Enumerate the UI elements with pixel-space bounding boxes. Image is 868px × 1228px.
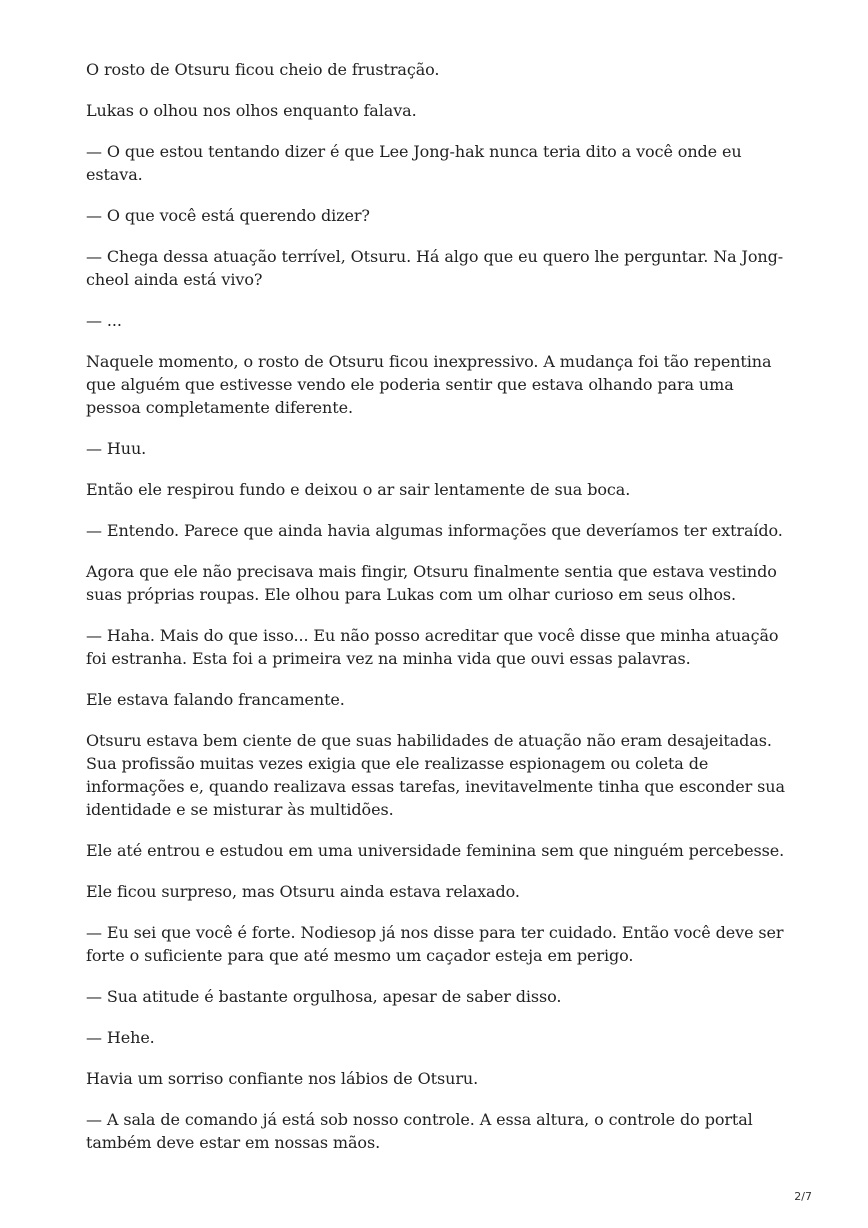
- paragraph: — O que você está querendo dizer?: [86, 206, 370, 225]
- paragraph: — Huu.: [86, 439, 147, 458]
- paragraph: — O que estou tentando dizer é que Lee Jong-hak nunca teria dito a você onde eu estava.: [86, 142, 742, 184]
- paragraph: — Eu sei que você é forte. Nodiesop já nos disse para ter cuidado. Então você deve ser forte o suficiente para que até mesmo um caçador esteja em perigo.: [86, 923, 784, 965]
- document-body: [86, 58, 786, 1172]
- paragraph: — Chega dessa atuação terrível, Otsuru. Há algo que eu quero lhe perguntar. Na Jong-cheol ainda está vivo?: [86, 247, 784, 289]
- paragraph: — ...: [86, 311, 122, 330]
- paragraph: Naquele momento, o rosto de Otsuru ficou inexpressivo. A mudança foi tão repentina que alguém que estivesse vendo ele poderia sentir que estava olhando para uma pessoa completamente diferente.: [86, 352, 772, 417]
- paragraph: Ele até entrou e estudou em uma universidade feminina sem que ninguém percebesse.: [86, 841, 785, 860]
- paragraph: O rosto de Otsuru ficou cheio de frustração.: [86, 60, 440, 79]
- paragraph: Otsuru estava bem ciente de que suas habilidades de atuação não eram desajeitadas. Sua profissão muitas vezes exigia que ele realizasse espionagem ou coleta de informações e, quando realizava essas tarefas, inevitavelmente tinha que esconder sua identidade e se misturar às multidões.: [86, 731, 785, 819]
- paragraph: — A sala de comando já está sob nosso controle. A essa altura, o controle do portal também deve estar em nossas mãos.: [86, 1110, 753, 1152]
- paragraph: — Sua atitude é bastante orgulhosa, apesar de saber disso.: [86, 987, 562, 1006]
- paragraph: Agora que ele não precisava mais fingir, Otsuru finalmente sentia que estava vestindo suas próprias roupas. Ele olhou para Lukas com um olhar curioso em seus olhos.: [86, 562, 777, 604]
- paragraph: — Hehe.: [86, 1028, 155, 1047]
- paragraph: Então ele respirou fundo e deixou o ar sair lentamente de sua boca.: [86, 480, 631, 499]
- paragraph: Lukas o olhou nos olhos enquanto falava.: [86, 101, 417, 120]
- page-number: 2/7: [794, 1190, 812, 1203]
- paragraph: — Haha. Mais do que isso... Eu não posso acreditar que você disse que minha atuação foi estranha. Esta foi a primeira vez na minha vida que ouvi essas palavras.: [86, 626, 779, 668]
- paragraph: Havia um sorriso confiante nos lábios de Otsuru.: [86, 1069, 479, 1088]
- paragraph: — Entendo. Parece que ainda havia algumas informações que deveríamos ter extraído.: [86, 521, 783, 540]
- paragraph: Ele ficou surpreso, mas Otsuru ainda estava relaxado.: [86, 882, 520, 901]
- paragraph: Ele estava falando francamente.: [86, 690, 345, 709]
